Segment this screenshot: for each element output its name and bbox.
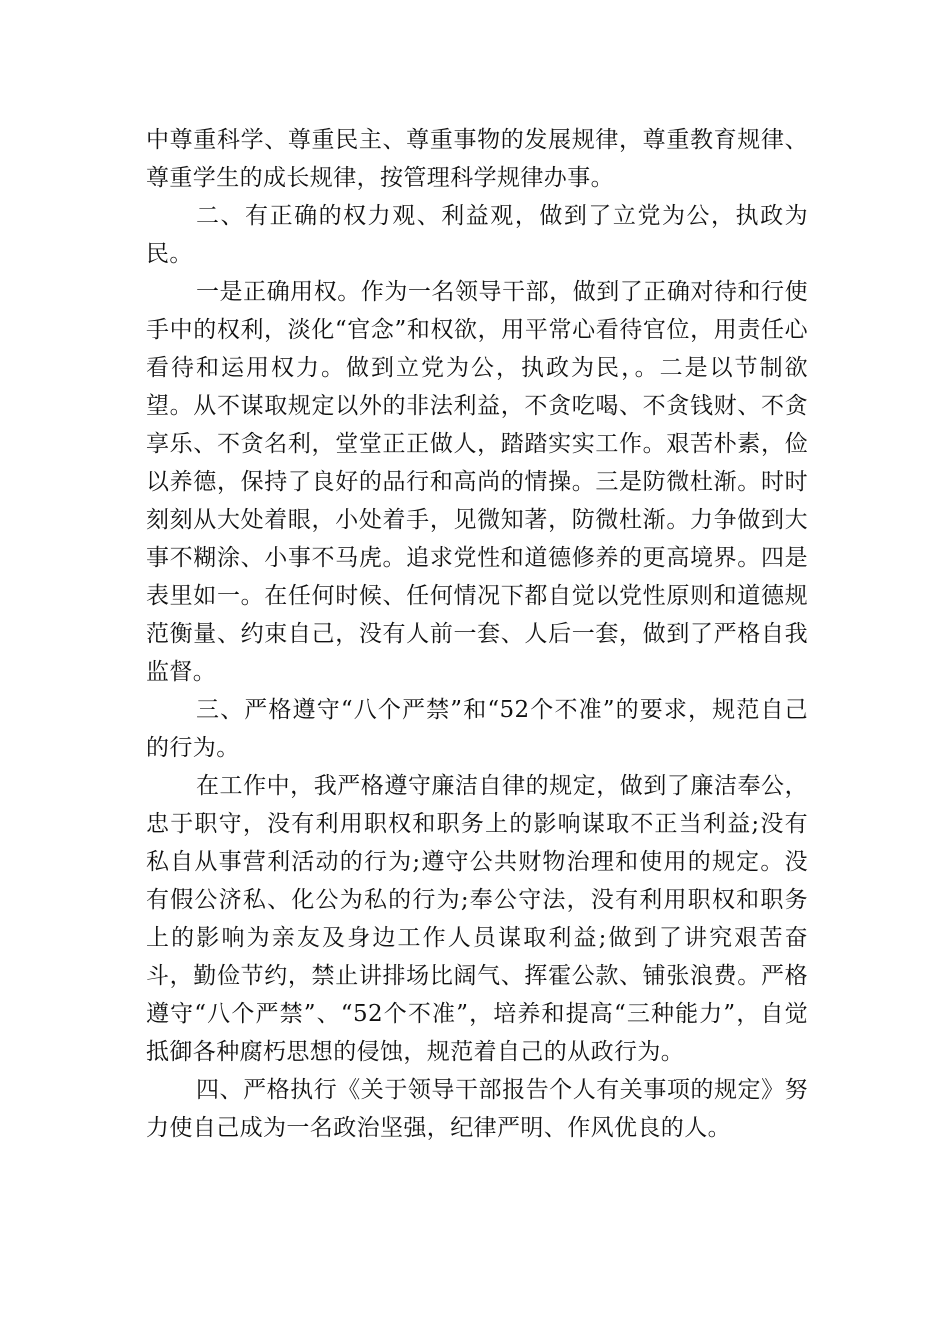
paragraph-heading-three: 三、严格遵守“八个严禁”和“52个不准”的要求，规范自己的行为。 (146, 697, 808, 761)
paragraph-power-use: 一是正确用权。作为一名领导干部，做到了正确对待和行使手中的权利，淡化“官念”和权欲，用平常心看待官位，用责任心看待和运用权力。做到立党为公，执政为民，。二是以节制欲望。从不谋取规定以外的非法利益，不贪吃喝、不贪钱财、不贪享乐、不贪名利，堂堂正正做人，踏踏实实工作。艰苦朴素，俭以养德，保持了良好的品行和高尚的情操。三是防微杜渐。时时刻刻从大处着眼，小处着手，见微知著，防微杜渐。力争做到大事不糊涂、小事不马虎。追求党性和道德修养的更高境界。四是表里如一。在任何时候、任何情况下都自觉以党性原则和道德规范衡量、约束自己，没有人前一套、人后一套，做到了严格自我监督。 (146, 279, 808, 685)
paragraph-heading-two: 二、有正确的权力观、利益观，做到了立党为公，执政为民。 (146, 203, 808, 267)
document-body (146, 121, 808, 1147)
paragraph-continuation: 中尊重科学、尊重民主、尊重事物的发展规律，尊重教育规律、尊重学生的成长规律，按管理科学规律办事。 (146, 127, 808, 191)
paragraph-heading-four: 四、严格执行《关于领导干部报告个人有关事项的规定》努力使自己成为一名政治坚强，纪律严明、作风优良的人。 (146, 1077, 808, 1141)
paragraph-integrity: 在工作中，我严格遵守廉洁自律的规定，做到了廉洁奉公，忠于职守，没有利用职权和职务上的影响谋取不正当利益;没有私自从事营利活动的行为;遵守公共财物治理和使用的规定。没有假公济私、化公为私的行为;奉公守法，没有利用职权和职务上的影响为亲友及身边工作人员谋取利益;做到了讲究艰苦奋斗，勤俭节约，禁止讲排场比阔气、挥霍公款、铺张浪费。严格遵守“八个严禁”、“52个不准”，培养和提高“三种能力”，自觉抵御各种腐朽思想的侵蚀，规范着自己的从政行为。 (146, 773, 808, 1065)
